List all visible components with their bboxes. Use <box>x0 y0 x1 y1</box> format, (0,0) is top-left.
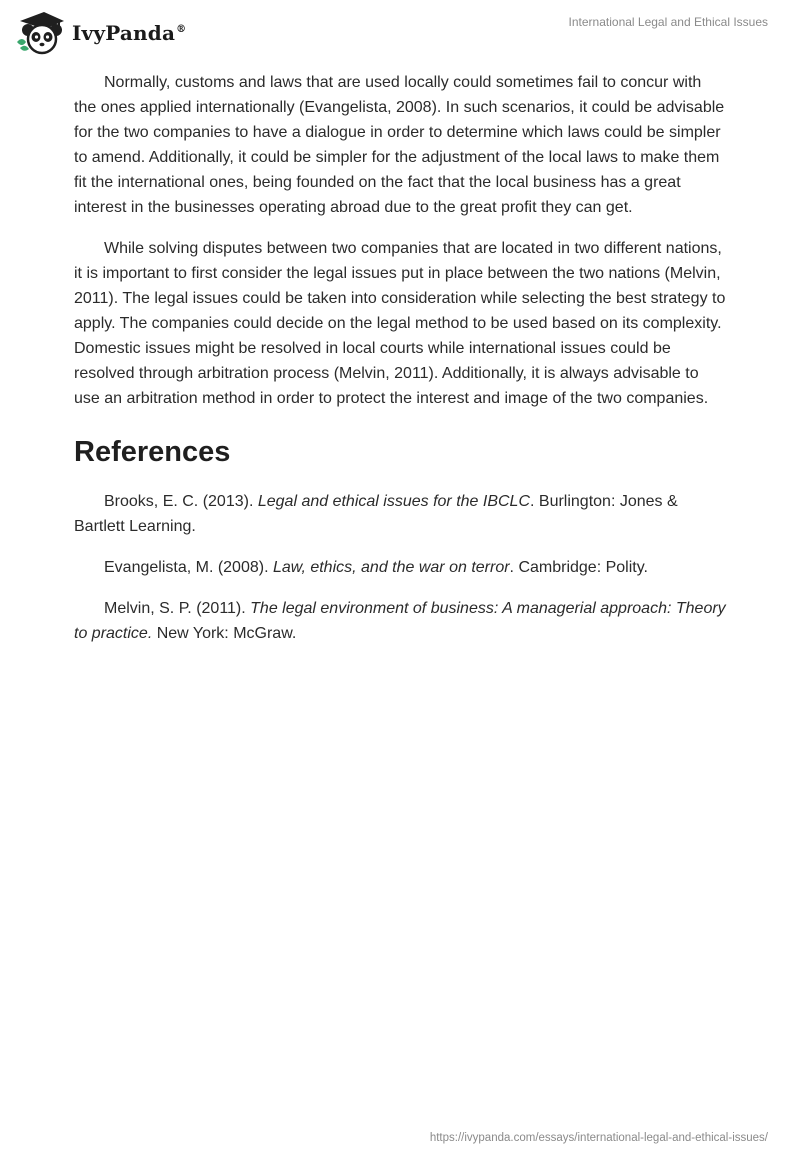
body-paragraph: Normally, customs and laws that are used locally could sometimes fail to concur with the ones applied internationally (Evangelista, 2008). In such scenarios, it could be advisable for the two companies to have a dialogue in order to determine which laws could be simpler to amend. Additionally, it could be simpler for the adjustment of the local laws to make them fit the international ones, being founded on the fact that the local business has a great interest in the businesses operating abroad due to the great profit they can get. <box>74 74 725 216</box>
references-heading: References <box>74 436 231 468</box>
reference-author-year: Brooks, E. C. (2013). <box>104 493 258 510</box>
document-title: International Legal and Ethical Issues <box>568 15 768 29</box>
reference-publisher: New York: McGraw. <box>152 625 297 642</box>
page-header <box>0 0 800 64</box>
reference-author-year: Evangelista, M. (2008). <box>104 559 273 576</box>
reference-item <box>74 555 726 580</box>
ivypanda-logo[interactable] <box>14 8 186 56</box>
body-paragraph: While solving disputes between two companies that are located in two different nations, it is important to first consider the legal issues put in place between the two nations (Melvin, 2011). The legal issues could be taken into consideration while selecting the best strategy to apply. The companies could decide on the legal method to be used based on its complexity. Domestic issues might be resolved in local courts while international issues could be resolved through arbitration process (Melvin, 2011). Additionally, it is always advisable to use an arbitration method in order to protect the interest and image of the two companies. <box>74 240 726 407</box>
source-url-link[interactable]: https://ivypanda.com/essays/international-legal-and-ethical-issues/ <box>429 1132 768 1144</box>
reference-item <box>74 489 726 539</box>
reference-title: Law, ethics, and the war on terror <box>272 559 510 576</box>
reference-author-year: Melvin, S. P. (2011). <box>104 600 251 617</box>
reference-publisher: . Cambridge: Polity. <box>509 559 648 576</box>
reference-title: Legal and ethical issues for the IBCLC <box>257 493 530 510</box>
reference-item <box>74 596 726 646</box>
essay-content <box>74 70 726 662</box>
panda-graduation-cap-icon <box>14 8 66 56</box>
brand-name: IvyPanda® <box>72 21 187 45</box>
reference-publisher: . Burlington: Jones & Bartlett Learning. <box>74 493 678 535</box>
registered-mark: ® <box>176 24 187 36</box>
reference-title: The legal environment of business: A managerial approach: Theory to practice. <box>74 600 726 642</box>
